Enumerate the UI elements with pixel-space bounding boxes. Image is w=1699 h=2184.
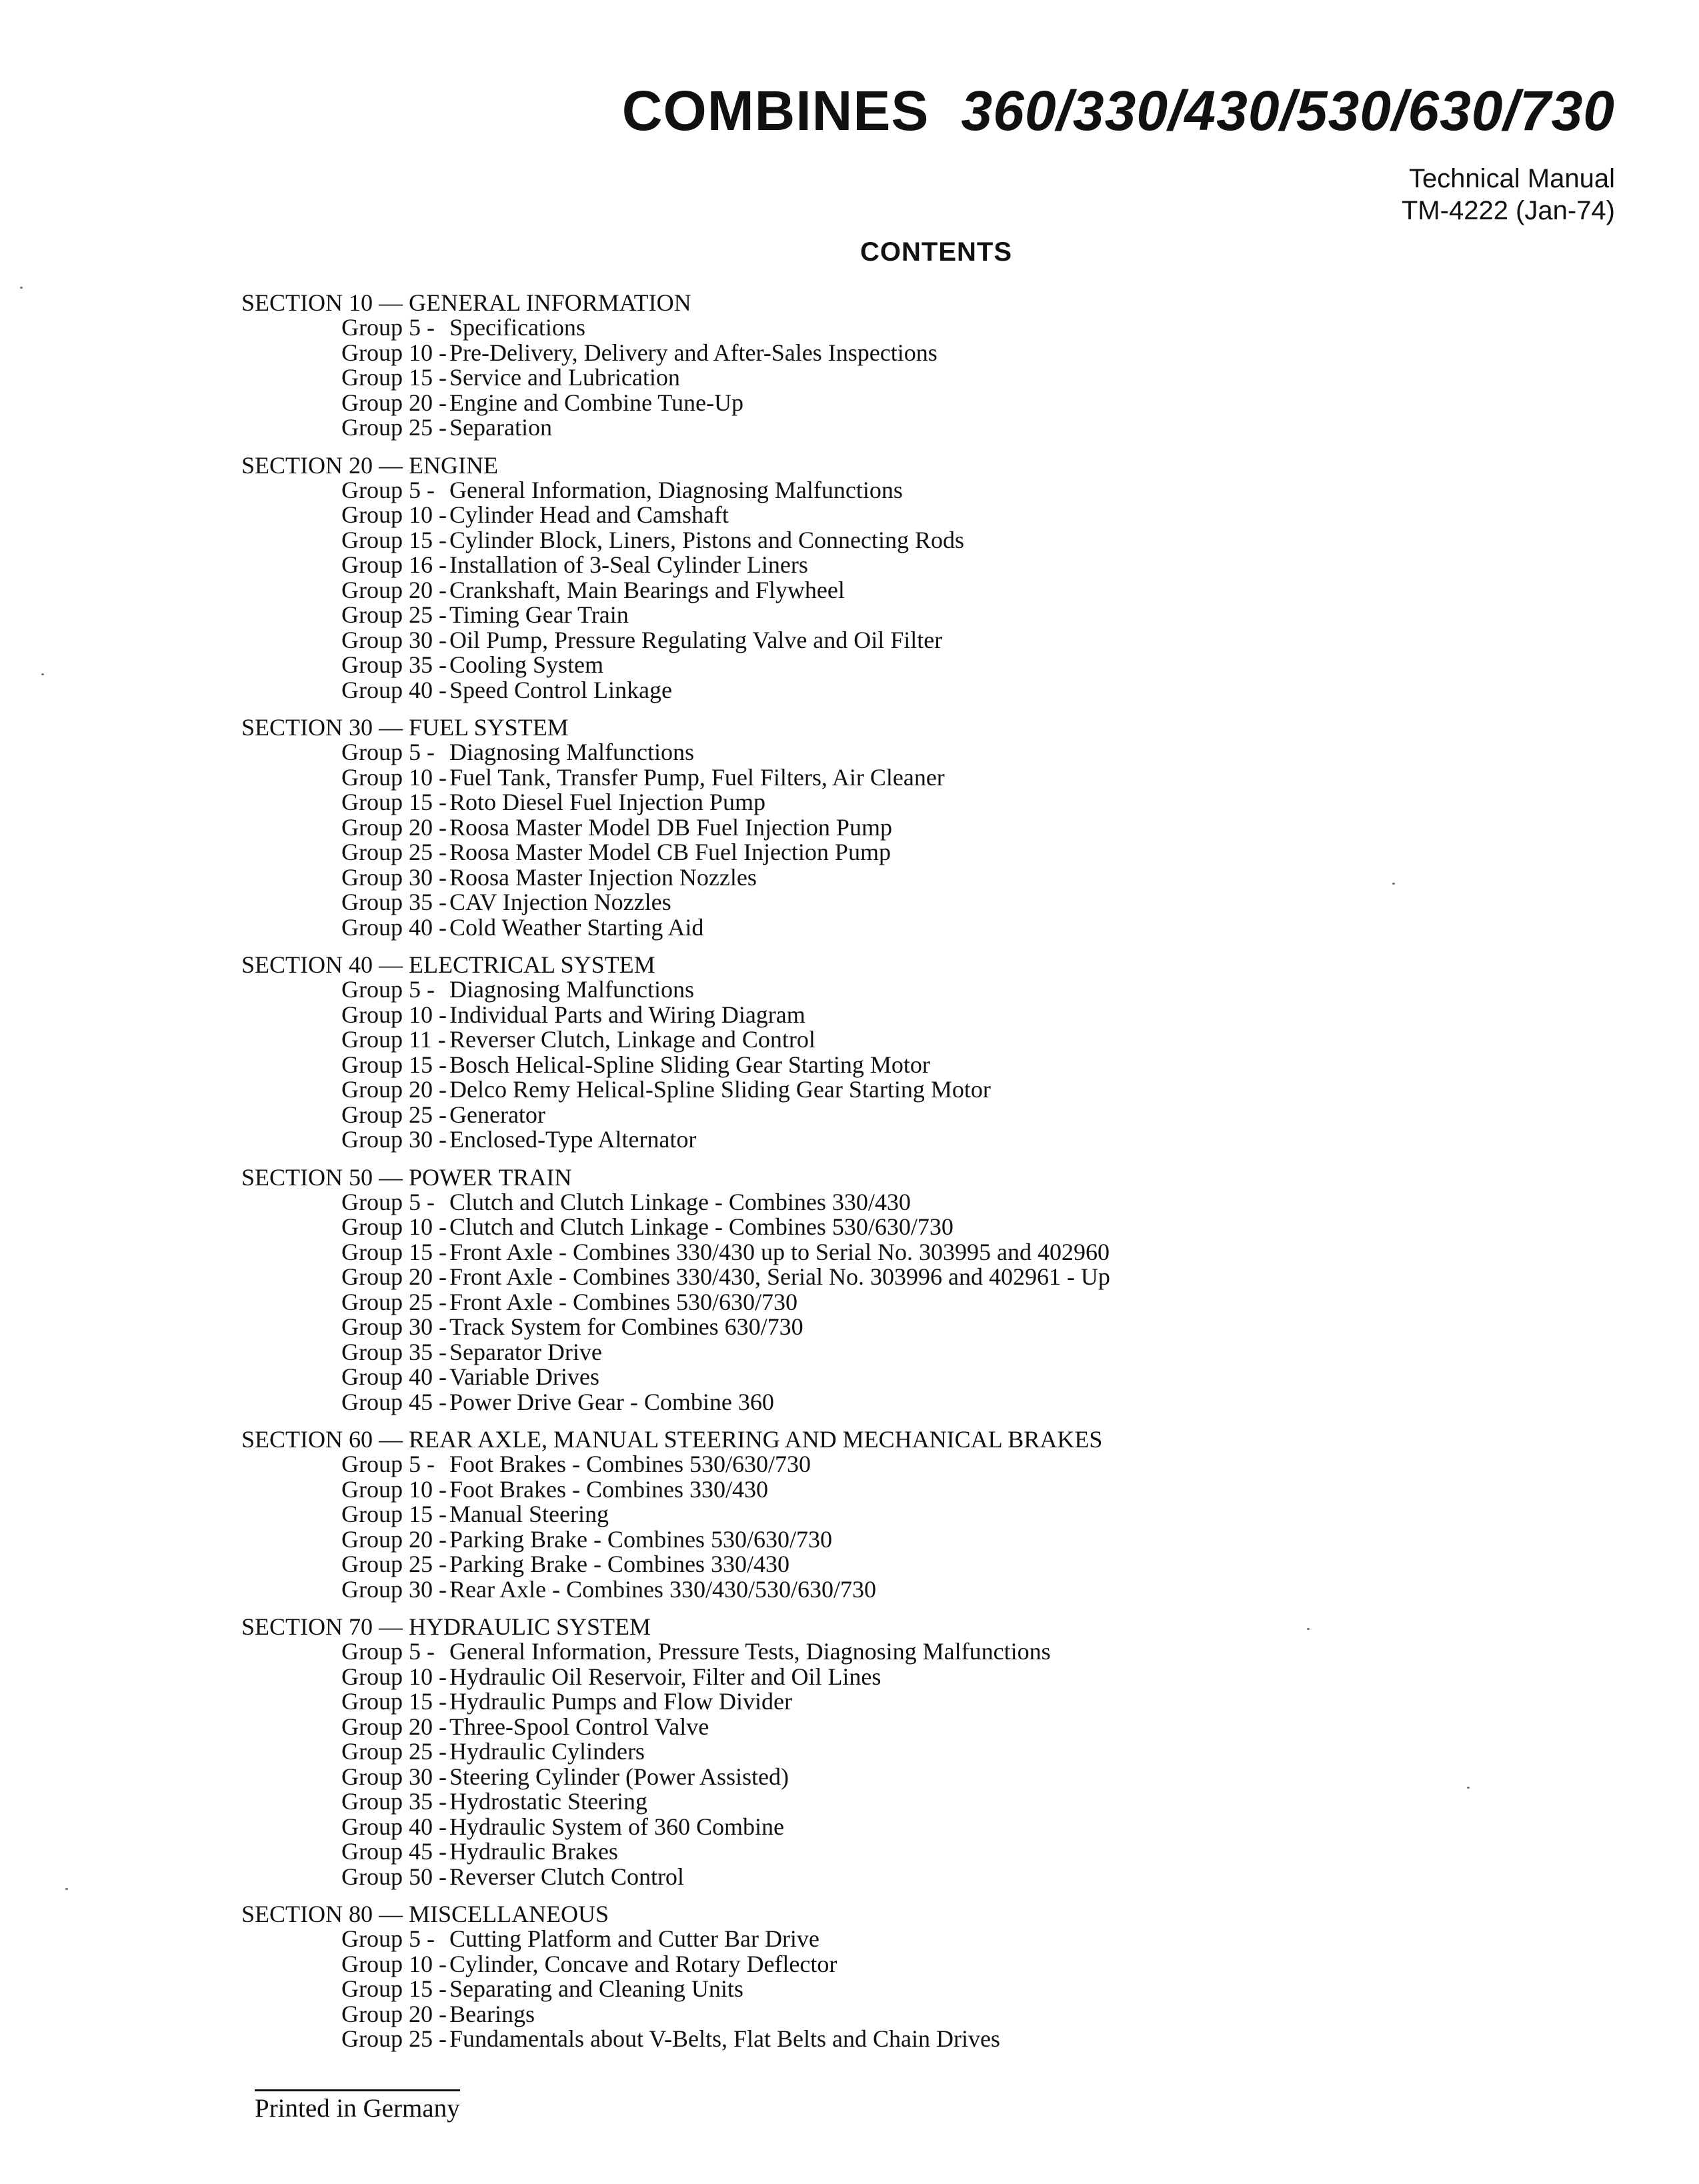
group-title: Manual Steering: [449, 1501, 609, 1527]
scan-speck: [1392, 883, 1395, 885]
group-title: Pre-Delivery, Delivery and After-Sales Inspections: [449, 339, 938, 366]
group-number: Group 20 -: [341, 1525, 447, 1553]
group-title: Installation of 3-Seal Cylinder Liners: [449, 551, 808, 578]
group-title: Roosa Master Injection Nozzles: [449, 863, 757, 891]
group-title: Separator Drive: [449, 1338, 602, 1365]
group-entry: [341, 815, 1508, 841]
group-number: Group 10 -: [341, 1950, 447, 1977]
group-list: [341, 1639, 1508, 1889]
page-title: [622, 79, 1615, 143]
group-number: Group 25 -: [341, 1738, 447, 1765]
scan-speck: [1467, 1787, 1470, 1789]
group-title: Foot Brakes - Combines 330/430: [449, 1475, 768, 1503]
group-title: Hydraulic System of 360 Combine: [449, 1813, 784, 1840]
group-entry: [341, 1952, 1508, 1977]
group-title: Bosch Helical-Spline Sliding Gear Starting Motor: [449, 1051, 930, 1078]
group-number: Group 15 -: [341, 526, 447, 553]
group-entry: [341, 315, 1508, 341]
group-title: Service and Lubrication: [449, 364, 680, 391]
group-list: [341, 1190, 1508, 1415]
group-title: Cylinder Head and Camshaft: [449, 501, 729, 528]
group-entry: [341, 678, 1508, 703]
manual-number: TM-4222 (Jan-74): [1401, 196, 1615, 225]
group-number: Group 15 -: [341, 364, 447, 391]
group-title: Roosa Master Model DB Fuel Injection Pump: [449, 813, 892, 841]
group-title: Hydraulic Pumps and Flow Divider: [449, 1688, 792, 1715]
group-list: [341, 740, 1508, 940]
group-title: Speed Control Linkage: [449, 676, 672, 703]
group-entry: [341, 1077, 1508, 1103]
group-number: Group 11 -: [341, 1026, 446, 1053]
group-entry: [341, 1027, 1508, 1053]
section-title: SECTION 70 — HYDRAULIC SYSTEM: [241, 1613, 651, 1640]
group-entry: [341, 341, 1508, 366]
group-entry: [341, 1665, 1508, 1690]
group-number: Group 15 -: [341, 1238, 447, 1265]
group-number: Group 25 -: [341, 1551, 447, 1577]
group-number: Group 30 -: [341, 626, 447, 653]
group-title: Track System for Combines 630/730: [449, 1313, 803, 1340]
group-number: Group 40 -: [341, 913, 447, 941]
group-number: Group 15 -: [341, 1975, 447, 2002]
group-entry: [341, 528, 1508, 553]
group-number: Group 15 -: [341, 1501, 447, 1527]
toc-section: [241, 453, 1508, 703]
group-number: Group 5 -: [341, 739, 435, 765]
group-entry: [341, 1502, 1508, 1527]
group-number: Group 5 -: [341, 1188, 435, 1215]
group-entry: [341, 365, 1508, 391]
group-number: Group 20 -: [341, 389, 447, 416]
toc-section: [241, 1615, 1508, 1889]
group-entry: [341, 1315, 1508, 1340]
group-title: Foot Brakes - Combines 530/630/730: [449, 1451, 811, 1477]
manual-info: [1402, 163, 1615, 227]
group-number: Group 20 -: [341, 1263, 447, 1290]
model-numbers: 360/330/430/530/630/730: [961, 79, 1615, 142]
group-title: Crankshaft, Main Bearings and Flywheel: [449, 576, 845, 603]
contents-heading: CONTENTS: [860, 237, 1012, 267]
group-entry: [341, 1240, 1508, 1265]
group-entry: [341, 578, 1508, 603]
group-entry: [341, 653, 1508, 678]
group-number: Group 30 -: [341, 1126, 447, 1153]
group-entry: [341, 1265, 1508, 1290]
group-title: Reverser Clutch, Linkage and Control: [449, 1026, 815, 1053]
group-number: Group 5 -: [341, 976, 435, 1003]
group-entry: [341, 890, 1508, 915]
group-entry: [341, 1003, 1508, 1028]
group-list: [341, 315, 1508, 441]
group-number: Group 25 -: [341, 2025, 447, 2052]
group-title: Cylinder, Concave and Rotary Deflector: [449, 1950, 837, 1977]
group-entry: [341, 1552, 1508, 1577]
group-entry: [341, 1452, 1508, 1477]
group-entry: [341, 1789, 1508, 1815]
group-number: Group 5 -: [341, 1451, 435, 1477]
group-title: Cutting Platform and Cutter Bar Drive: [449, 1925, 819, 1952]
group-title: Hydraulic Brakes: [449, 1838, 618, 1865]
group-number: Group 25 -: [341, 1288, 447, 1315]
group-entry: [341, 478, 1508, 503]
group-title: Specifications: [449, 314, 585, 341]
group-title: Enclosed-Type Alternator: [449, 1126, 697, 1153]
group-number: Group 20 -: [341, 2000, 447, 2027]
group-entry: [341, 603, 1508, 628]
group-title: Oil Pump, Pressure Regulating Valve and Oil Filter: [449, 626, 943, 653]
group-number: Group 10 -: [341, 1475, 447, 1503]
group-entry: [341, 1365, 1508, 1390]
group-entry: [341, 1190, 1508, 1215]
group-entry: [341, 1815, 1508, 1840]
group-entry: [341, 1290, 1508, 1315]
toc-section: [241, 715, 1508, 940]
group-number: Group 40 -: [341, 1813, 447, 1840]
section-title: SECTION 60 — REAR AXLE, MANUAL STEERING AND MECHANICAL BRAKES: [241, 1426, 1103, 1453]
group-title: Reverser Clutch Control: [449, 1863, 684, 1890]
group-list: [341, 1452, 1508, 1602]
group-number: Group 35 -: [341, 651, 447, 678]
group-entry: [341, 1103, 1508, 1128]
group-number: Group 10 -: [341, 1001, 447, 1028]
toc-section: [241, 1427, 1508, 1602]
group-number: Group 15 -: [341, 789, 447, 815]
group-number: Group 5 -: [341, 476, 435, 503]
group-number: Group 10 -: [341, 763, 447, 791]
group-entry: [341, 2002, 1508, 2027]
group-title: Roto Diesel Fuel Injection Pump: [449, 789, 765, 815]
group-title: Bearings: [449, 2000, 535, 2027]
group-title: Hydrostatic Steering: [449, 1788, 647, 1815]
group-title: Steering Cylinder (Power Assisted): [449, 1763, 789, 1790]
section-title: SECTION 30 — FUEL SYSTEM: [241, 714, 569, 741]
group-number: Group 10 -: [341, 339, 447, 366]
group-number: Group 20 -: [341, 813, 447, 841]
group-entry: [341, 977, 1508, 1003]
group-number: Group 10 -: [341, 1213, 447, 1240]
group-title: Fundamentals about V-Belts, Flat Belts and Chain Drives: [449, 2025, 1000, 2052]
group-title: Roosa Master Model CB Fuel Injection Pump: [449, 839, 891, 865]
group-title: Parking Brake - Combines 530/630/730: [449, 1525, 832, 1553]
section-title: SECTION 10 — GENERAL INFORMATION: [241, 289, 691, 316]
group-entry: [341, 915, 1508, 941]
group-title: Power Drive Gear - Combine 360: [449, 1388, 774, 1415]
group-number: Group 25 -: [341, 414, 447, 441]
group-number: Group 10 -: [341, 1663, 447, 1690]
group-entry: [341, 1053, 1508, 1078]
section-title: SECTION 20 — ENGINE: [241, 451, 498, 479]
group-number: Group 15 -: [341, 1688, 447, 1715]
group-title: Cylinder Block, Liners, Pistons and Connecting Rods: [449, 526, 964, 553]
group-number: Group 40 -: [341, 1363, 447, 1390]
group-title: Front Axle - Combines 330/430, Serial No. 303996 and 402961 - Up: [449, 1263, 1110, 1290]
group-entry: [341, 840, 1508, 865]
group-entry: [341, 415, 1508, 441]
group-number: Group 5 -: [341, 1638, 435, 1665]
group-entry: [341, 1127, 1508, 1153]
group-number: Group 50 -: [341, 1863, 447, 1890]
group-entry: [341, 765, 1508, 791]
group-entry: [341, 2027, 1508, 2052]
group-number: Group 45 -: [341, 1838, 447, 1865]
group-number: Group 5 -: [341, 314, 435, 341]
group-number: Group 30 -: [341, 1575, 447, 1603]
group-title: Three-Spool Control Valve: [449, 1713, 709, 1740]
manual-type: Technical Manual: [1408, 164, 1615, 193]
group-number: Group 30 -: [341, 863, 447, 891]
group-title: Hydraulic Oil Reservoir, Filter and Oil Lines: [449, 1663, 882, 1690]
group-list: [341, 1927, 1508, 2052]
toc-section: [241, 291, 1508, 441]
section-title: SECTION 40 — ELECTRICAL SYSTEM: [241, 951, 655, 978]
group-title: Delco Remy Helical-Spline Sliding Gear Starting Motor: [449, 1076, 991, 1103]
group-entry: [341, 1527, 1508, 1553]
toc-section: [241, 1165, 1508, 1415]
group-title: Clutch and Clutch Linkage - Combines 330/430: [449, 1188, 911, 1215]
group-entry: [341, 1839, 1508, 1865]
group-title: General Information, Diagnosing Malfunctions: [449, 476, 903, 503]
toc-section: [241, 953, 1508, 1153]
group-entry: [341, 1739, 1508, 1765]
group-title: Rear Axle - Combines 330/430/530/630/730: [449, 1575, 876, 1603]
group-entry: [341, 1865, 1508, 1890]
group-title: Hydraulic Cylinders: [449, 1738, 645, 1765]
group-title: Front Axle - Combines 530/630/730: [449, 1288, 797, 1315]
group-entry: [341, 1577, 1508, 1603]
group-title: Parking Brake - Combines 330/430: [449, 1551, 789, 1577]
group-number: Group 30 -: [341, 1763, 447, 1790]
group-number: Group 35 -: [341, 1788, 447, 1815]
scan-speck: [65, 1888, 68, 1890]
printed-note: Printed in Germany: [255, 2089, 460, 2123]
group-title: Cold Weather Starting Aid: [449, 913, 704, 941]
section-title: SECTION 80 — MISCELLANEOUS: [241, 1901, 609, 1927]
group-entry: [341, 1765, 1508, 1790]
group-entry: [341, 628, 1508, 653]
table-of-contents: [241, 291, 1508, 2065]
group-title: CAV Injection Nozzles: [449, 889, 671, 915]
scan-speck: [20, 287, 23, 289]
toc-section: [241, 1902, 1508, 2052]
group-list: [341, 977, 1508, 1153]
group-entry: [341, 1639, 1508, 1665]
title-word: COMBINES: [621, 79, 930, 142]
group-entry: [341, 740, 1508, 765]
group-entry: [341, 865, 1508, 891]
group-entry: [341, 1689, 1508, 1715]
group-entry: [341, 790, 1508, 815]
group-title: General Information, Pressure Tests, Diagnosing Malfunctions: [449, 1638, 1051, 1665]
group-entry: [341, 1927, 1508, 1952]
group-title: Separation: [449, 414, 552, 441]
group-number: Group 15 -: [341, 1051, 447, 1078]
group-number: Group 20 -: [341, 1713, 447, 1740]
group-title: Generator: [449, 1101, 545, 1128]
group-title: Diagnosing Malfunctions: [449, 739, 694, 765]
group-title: Timing Gear Train: [449, 601, 629, 628]
group-number: Group 45 -: [341, 1388, 447, 1415]
group-number: Group 40 -: [341, 676, 447, 703]
group-title: Front Axle - Combines 330/430 up to Serial No. 303995 and 402960: [449, 1238, 1110, 1265]
group-number: Group 35 -: [341, 1338, 447, 1365]
group-title: Diagnosing Malfunctions: [449, 976, 694, 1003]
group-number: Group 16 -: [341, 551, 447, 578]
group-entry: [341, 1715, 1508, 1740]
group-entry: [341, 503, 1508, 528]
group-entry: [341, 1215, 1508, 1240]
group-number: Group 10 -: [341, 501, 447, 528]
group-entry: [341, 553, 1508, 578]
group-entry: [341, 1977, 1508, 2002]
group-title: Separating and Cleaning Units: [449, 1975, 743, 2002]
group-number: Group 35 -: [341, 889, 447, 915]
group-entry: [341, 391, 1508, 416]
group-title: Cooling System: [449, 651, 604, 678]
group-entry: [341, 1477, 1508, 1503]
group-number: Group 5 -: [341, 1925, 435, 1952]
group-number: Group 25 -: [341, 839, 447, 865]
group-entry: [341, 1340, 1508, 1365]
group-number: Group 20 -: [341, 1076, 447, 1103]
group-title: Engine and Combine Tune-Up: [449, 389, 743, 416]
group-number: Group 25 -: [341, 1101, 447, 1128]
scan-speck: [1307, 1628, 1310, 1630]
group-number: Group 20 -: [341, 576, 447, 603]
group-number: Group 30 -: [341, 1313, 447, 1340]
group-number: Group 25 -: [341, 601, 447, 628]
group-list: [341, 478, 1508, 703]
group-title: Individual Parts and Wiring Diagram: [449, 1001, 805, 1028]
scan-speck: [41, 673, 44, 675]
group-title: Fuel Tank, Transfer Pump, Fuel Filters, Air Cleaner: [449, 763, 945, 791]
group-entry: [341, 1390, 1508, 1415]
section-title: SECTION 50 — POWER TRAIN: [241, 1163, 572, 1191]
group-title: Clutch and Clutch Linkage - Combines 530/630/730: [449, 1213, 954, 1240]
group-title: Variable Drives: [449, 1363, 599, 1390]
